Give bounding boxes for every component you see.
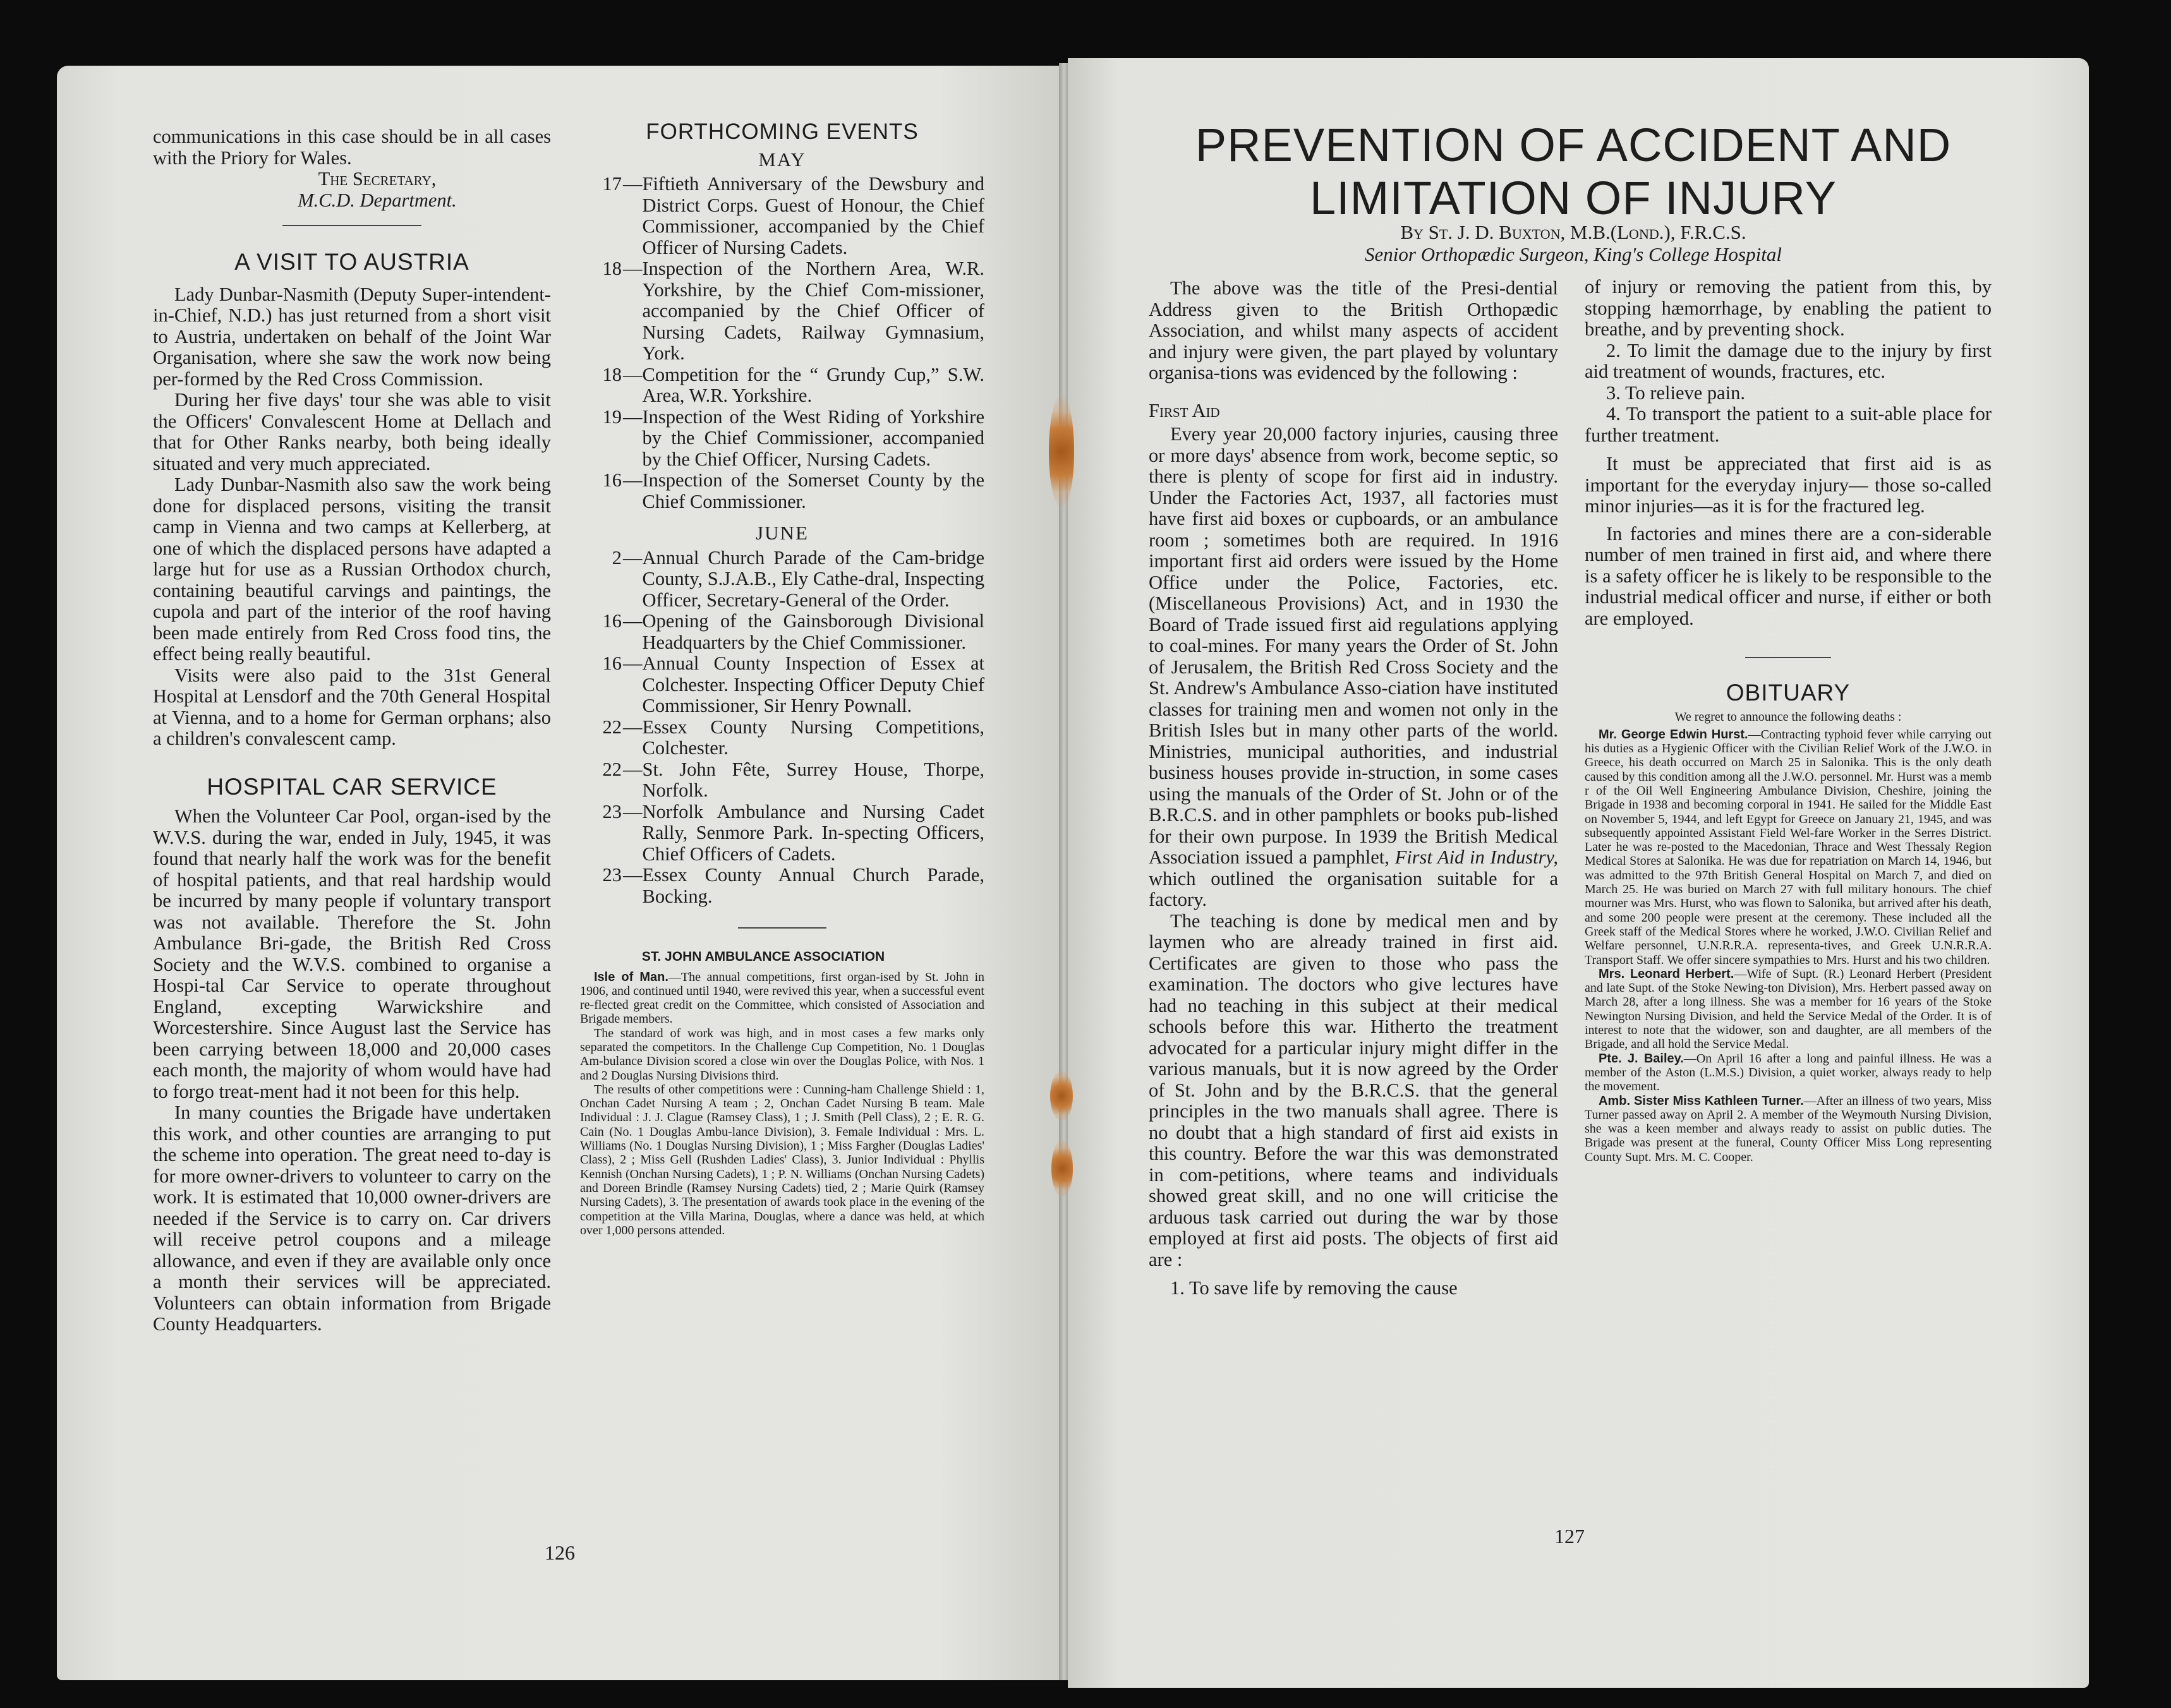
event-day: 17 xyxy=(602,173,622,195)
divider xyxy=(1745,657,1831,658)
obituary-entry xyxy=(1585,728,1992,967)
signature-department: M.C.D. Department. xyxy=(298,189,457,211)
month-label-june: JUNE xyxy=(756,522,809,544)
event-dash: — xyxy=(623,406,643,428)
author-affiliation: Senior Orthopædic Surgeon, King's College Hospital xyxy=(1365,243,1782,265)
event-day: 18 xyxy=(602,258,622,279)
obituary-body xyxy=(1585,710,1992,1165)
event-dash: — xyxy=(623,610,643,632)
first-aid-text-a: Every year 20,000 factory injuries, causing three or more days' absence from work, become septic, so there is plenty of scope for first aid in industry. Under the Factories Act, 1937, all factories must have first aid boxes or cupboards, or an ambulance room ; sometimes both are required. In 1916 important first aid orders were issued by the Home Office under the Police, Factories, etc. (Miscellaneous Provisions) Act, and in 1930 the Board of Trade issued first aid regulations applying to coal-mines. For many years the Order of St. John of Jerusalem, the British Red Cross Society and the St. Andrew's Ambulance Asso-ciation have instituted classes for training men and women not only in the British Isles but in many other parts of the world. Ministries, municipal authorities, and industrial business houses provide in-struction, in some cases using the manuals of the Order of St. John or of the B.R.C.S. and in other pamphlets or books pub-lished for their own purpose. In 1939 the British Medical Association issued a pamphlet, xyxy=(1149,423,1558,868)
sja-report xyxy=(580,970,984,1238)
event-dash: — xyxy=(623,653,643,674)
event-text: Inspection of the Northern Area, W.R. Yorkshire, by the Chief Com-missioner, accompanied by the Chief Officer of Nursing Cadets, Railway Gymnasium, York. xyxy=(642,258,984,364)
event-dash: — xyxy=(623,800,643,822)
rust-stain-2 xyxy=(1050,1071,1073,1121)
event-day: 19 xyxy=(602,406,622,428)
event-item xyxy=(580,548,984,611)
event-day: 22 xyxy=(602,758,622,780)
left-column-2 xyxy=(580,121,984,1237)
event-text: St. John Fête, Surrey House, Thorpe, Norfolk. xyxy=(642,758,984,801)
june-events-list xyxy=(580,548,984,908)
first-aid-text-b: which outlined the organisation suitable for a factory. xyxy=(1149,867,1558,910)
sja-heading: ST. JOHN AMBULANCE ASSOCIATION xyxy=(641,949,885,964)
event-day: 2 xyxy=(612,546,622,568)
event-text: Norfolk Ambulance and Nursing Cadet Rally, Senmore Park. In-specting Officers, Chief Officers of Cadets. xyxy=(642,800,984,865)
event-dash: — xyxy=(623,173,643,195)
event-text: Inspection of the West Riding of Yorkshire by the Chief Commissioner, accompanied by the Chief Officer, Nursing Cadets. xyxy=(642,406,984,470)
sja-paragraph-3: The results of other competitions were : Cunning-ham Challenge Shield : 1, Onchan Cadet Nursing A team ; 2, Onchan Cadet Nursing B team. Male Individual : J. J. Clague (Ramsey Class), 1 ; J. Smith (Pell Class), 2 ; E. R. G. Cain (No. 1 Douglas Ambu-lance Division), 3. Female Individual : Mrs. L. Williams (No. 1 Douglas Nursing Division), 1 ; Miss Fargher (Douglas Ladies' Class), 2 ; Miss Gell (Rushden Ladies' Class), 3. Junior Individual : Phyllis Kennish (Onchan Nursing Cadets), 1 ; P. N. Williams (Onchan Nursing Cadets) and Doreen Brindle (Ramsey Nursing Cadets) tied, 2 ; Marie Quirk (Ramsey Nursing Cadets), 3. The presentation of awards took place in the evening of the competition at the Villa Marina, Douglas, where a dance was held, at which over 1,000 persons attended. xyxy=(580,1082,984,1237)
event-dash: — xyxy=(623,864,643,886)
objective-1-continued: of injury or removing the patient from this, by stopping hæmorrhage, by enabling the patient to breathe, and by preventing shock. xyxy=(1585,276,1992,340)
event-text: Fiftieth Anniversary of the Dewsbury and District Corps. Guest of Honour, the Chief Commissioner, accompanied by the Chief Officer of Nursing Cadets. xyxy=(642,173,984,258)
section-heading-car-service: HOSPITAL CAR SERVICE xyxy=(207,773,497,800)
obituary-heading: OBITUARY xyxy=(1726,680,1851,706)
objective-1: 1. To save life by removing the cause xyxy=(1170,1277,1458,1299)
car-paragraph-1: When the Volunteer Car Pool, organ-ised by the W.V.S. during the war, ended in July, 1945, it was found that nearly half the work was for the benefit of hospital patients, and that real hardship would be incurred by many people if voluntary transport was not available. Therefore the St. John Ambulance Bri-gade, the British Red Cross Society and the W.V.S. combined to organise a Hospi-tal Car Service to operate throughout England, excepting Warwickshire and Worcestershire. Since August last the Service has been carrying between 18,000 and 20,000 cases each month, the majority of whom would have had to forgo treat-ment had it not been for this help. xyxy=(153,805,551,1102)
signature-title: The Secretary, xyxy=(318,168,437,189)
article-title-line-1: PREVENTION OF ACCIDENT AND xyxy=(1195,119,1952,171)
divider xyxy=(738,927,826,929)
objective-4: 4. To transport the patient to a suit-able place for further treatment. xyxy=(1585,403,1992,446)
article-title-line-2: LIMITATION OF INJURY xyxy=(1309,172,1837,224)
event-day: 22 xyxy=(602,716,622,738)
page-number-right: 127 xyxy=(1554,1525,1585,1548)
event-dash: — xyxy=(623,716,643,738)
event-item xyxy=(580,407,984,471)
event-day: 16 xyxy=(602,610,622,632)
author-line: By St. J. D. Buxton, M.B.(Lond.), F.R.C.S. xyxy=(1400,221,1746,243)
continued-paragraph: communications in this case should be in all cases with the Priory for Wales. xyxy=(153,126,551,169)
obituary-name: Mr. George Edwin Hurst. xyxy=(1599,727,1748,742)
event-day: 16 xyxy=(602,653,622,674)
first-aid-subheading: First Aid xyxy=(1149,399,1220,421)
article-byline xyxy=(1125,221,2022,265)
event-day: 16 xyxy=(602,469,622,491)
obituary-entry xyxy=(1585,967,1992,1052)
right-column-1 xyxy=(1149,278,1558,1299)
event-item xyxy=(580,364,984,407)
left-column-1 xyxy=(153,126,551,1335)
event-item xyxy=(580,653,984,717)
obituary-entry xyxy=(1585,1052,1992,1094)
right-column-2 xyxy=(1585,277,1992,1164)
obituary-text: —After an illness of two years, Miss Turner passed away on April 2. A member of the Weymouth Nursing Division, she was a keen member and always ready to assist on public duties. The Brigade was present at the funeral, County Officer Miss Long representing County Supt. Mrs. M. C. Cooper. xyxy=(1585,1093,1992,1164)
article-title xyxy=(1125,119,2022,225)
austria-paragraph-3: Lady Dunbar-Nasmith also saw the work being done for displaced persons, visiting the transit camp in Vienna and two camps at Kellerberg, at one of which the displaced persons have adapted a large hut for use as a Russian Orthodox church, containing beautiful carvings and paintings, the cupola and part of the interior of the roof having been made entirely from Red Cross food tins, the effect being really beautiful. xyxy=(153,474,551,665)
obituary-entry xyxy=(1585,1094,1992,1164)
event-item xyxy=(580,174,984,258)
event-text: Competition for the “ Grundy Cup,” S.W. Area, W.R. Yorkshire. xyxy=(642,363,984,406)
obituary-list xyxy=(1585,728,1992,1164)
may-events-list xyxy=(580,174,984,512)
event-item xyxy=(580,865,984,907)
section-heading-events: FORTHCOMING EVENTS xyxy=(646,119,919,144)
rust-stain-3 xyxy=(1051,1140,1073,1197)
event-item xyxy=(580,470,984,512)
article-intro: The above was the title of the Presi-dential Address given to the British Orthopædic Association, and whilst many aspects of accident and injury were given, the part played by voluntary organisa-tions was evidenced by the following : xyxy=(1149,277,1558,383)
obituary-intro: We regret to announce the following deaths : xyxy=(1674,709,1902,724)
austria-paragraph-2: During her five days' tour she was able to visit the Officers' Convalescent Home at Dellach and that for Other Ranks nearby, both being ideally situated and very much appreciated. xyxy=(153,389,551,474)
obituary-text: —On April 16 after a long and painful illness. He was a member of the Aston (L.M.S.) Division, a quiet worker, always ready to help the movement. xyxy=(1585,1051,1992,1094)
event-text: Inspection of the Somerset County by the Chief Commissioner. xyxy=(642,469,984,512)
event-text: Annual County Inspection of Essex at Colchester. Inspecting Officer Deputy Chief Commissioner, Sir Henry Pownall. xyxy=(642,653,984,716)
divider xyxy=(282,225,421,226)
event-dash: — xyxy=(623,546,643,568)
pamphlet-title: First Aid in Industry, xyxy=(1394,846,1559,868)
event-item xyxy=(580,717,984,759)
obituary-name: Mrs. Leonard Herbert. xyxy=(1599,966,1734,981)
austria-paragraph-1: Lady Dunbar-Nasmith (Deputy Super-intendent-in-Chief, N.D.) has just returned from a short visit to Austria, undertaken on behalf of the Joint War Organisation, where she saw the work now being per-formed by the Red Cross Commission. xyxy=(153,283,551,390)
event-item xyxy=(580,611,984,653)
objective-2: 2. To limit the damage due to the injury by first aid treatment of wounds, fractures, etc. xyxy=(1585,339,1992,382)
event-day: 23 xyxy=(602,800,622,822)
event-dash: — xyxy=(623,363,643,385)
page-number-left: 126 xyxy=(545,1541,575,1564)
event-dash: — xyxy=(623,469,643,491)
objective-3: 3. To relieve pain. xyxy=(1606,382,1746,404)
month-label-may: MAY xyxy=(758,148,806,171)
event-text: Opening of the Gainsborough Divisional Headquarters by the Chief Commissioner. xyxy=(642,610,984,653)
section-heading-austria: A VISIT TO AUSTRIA xyxy=(234,249,469,275)
obituary-text: —Wife of Supt. (R.) Leonard Herbert (President and late Supt. of the Stoke Newing-ton Division), Mrs. Herbert passed away on March 28, after a long illness. She was a member for 16 years of the Stoke Newington Nursing Division, and held the Service Medal of the Order. It is of interest to note that the widower, son and daughter, are all members of the Brigade, and all hold the Service Medal. xyxy=(1585,966,1992,1052)
event-dash: — xyxy=(623,758,643,780)
car-paragraph-2: In many counties the Brigade have undertaken this work, and other counties are arranging to put the scheme into operation. The great need to-day is for more owner-drivers to volunteer to carry on the work. It is estimated that 10,000 owner-drivers are needed if the Service is to carry on. Car drivers will receive petrol coupons and a mileage allowance, and even if they are available only once a month their services will be appreciated. Volunteers can obtain information from Brigade County Headquarters. xyxy=(153,1102,551,1335)
event-text: Essex County Annual Church Parade, Bocking. xyxy=(642,864,984,907)
first-aid-paragraph xyxy=(1149,424,1558,911)
event-text: Essex County Nursing Competitions, Colchester. xyxy=(642,716,984,759)
event-text: Annual Church Parade of the Cam-bridge County, S.J.A.B., Ely Cathe-dral, Inspecting Officer, Secretary-General of the Order. xyxy=(642,546,984,611)
obituary-text: —Contracting typhoid fever while carrying out his duties as a Hygienic Officer with the Civilian Relief Work of the J.W.O. in Greece, his death occurred on March 25 in Salonika. This is the only death caused by this condition among all the J.W.O. personnel. Mr. Hurst was a memb r of the Oil Well Engineering Ambulance Division, Cheshire, joining the Brigade in 1938 and becoming corporal in 1941. He sailed for the Middle East on November 5, 1944, and left Egypt for Greece on January 21, 1945, and was subsequently appointed Assistant Field Wel-fare Worker in the Serres District. Later he was re-posted to the Macedonian, Thrace and West Thessaly Region Medical Stores at Salonika. He was due for repatriation on March 14, 1946, but was admitted to the 97th British General Hospital on March 7, and died on March 25. He was buried on March 27 with full military honours. The chief mourner was Mrs. Hurst, who was flown to Salonika, but arrived after his death, and some 200 people were present at the ceremony. These included all the Greek staff of the Medical Stores where he worked, J.W.O. Civilian Relief and Welfare personnel, U.N.R.R.A. representa-tives, and Greek U.N.R.R.A. Transport Staff. We offer sincere sympathies to Mrs. Hurst and his two children. xyxy=(1585,727,1992,967)
event-item xyxy=(580,802,984,865)
sja-lead: Isle of Man. xyxy=(594,970,668,984)
event-item xyxy=(580,258,984,364)
event-day: 18 xyxy=(602,363,622,385)
event-item xyxy=(580,759,984,802)
sja-paragraph-1: —The annual competitions, first organ-ised by St. John in 1906, and continued until 1940, were revived this year, when a successful event re-flected great credit on the Committee, which consisted of Association and Brigade members. xyxy=(580,970,984,1026)
austria-paragraph-4: Visits were also paid to the 31st General Hospital at Lensdorf and the 70th General Hospital at Vienna, and to a home for German orphans; also a children's convalescent camp. xyxy=(153,664,551,749)
teaching-paragraph: The teaching is done by medical men and by laymen who are already trained in first aid. Certificates are given to those who pass the examination. The doctors who give lectures have had no teaching in this subject at their medical schools before this war. Hitherto the treatment advocated for a particular injury might differ in the various manuals, but it is now agreed by the Order of St. John and by the B.R.C.S. that the general principles in the two manuals shall agree. There is no doubt that a high standard of first aid exists in this country. Before the war this was demonstrated in com-petitions, where teams and individuals showed great skill, and no one will criticise the arduous task carried out during the war by those employed at first aid posts. The objects of first aid are : xyxy=(1149,910,1558,1270)
sja-paragraph-2: The standard of work was high, and in most cases a few marks only separated the competitors. In the Challenge Cup Competition, No. 1 Douglas Am-bulance Division scored a close win over the Douglas Police, with Nos. 1 and 2 Douglas Nursing Divisions third. xyxy=(580,1026,984,1083)
event-dash: — xyxy=(623,258,643,279)
appreciation-paragraph: It must be appreciated that first aid is as important for the everyday injury— those so-called minor injuries—as it is for the fractured leg. xyxy=(1585,453,1992,517)
factories-paragraph: In factories and mines there are a con-siderable number of men trained in first aid, and where there is a safety officer he is likely to be responsible to the industrial medical officer and nurse, if either or both are employed. xyxy=(1585,522,1992,629)
obituary-name: Amb. Sister Miss Kathleen Turner. xyxy=(1599,1093,1804,1108)
event-day: 23 xyxy=(602,864,622,886)
rust-stain-1 xyxy=(1049,395,1074,508)
obituary-name: Pte. J. Bailey. xyxy=(1599,1051,1684,1066)
